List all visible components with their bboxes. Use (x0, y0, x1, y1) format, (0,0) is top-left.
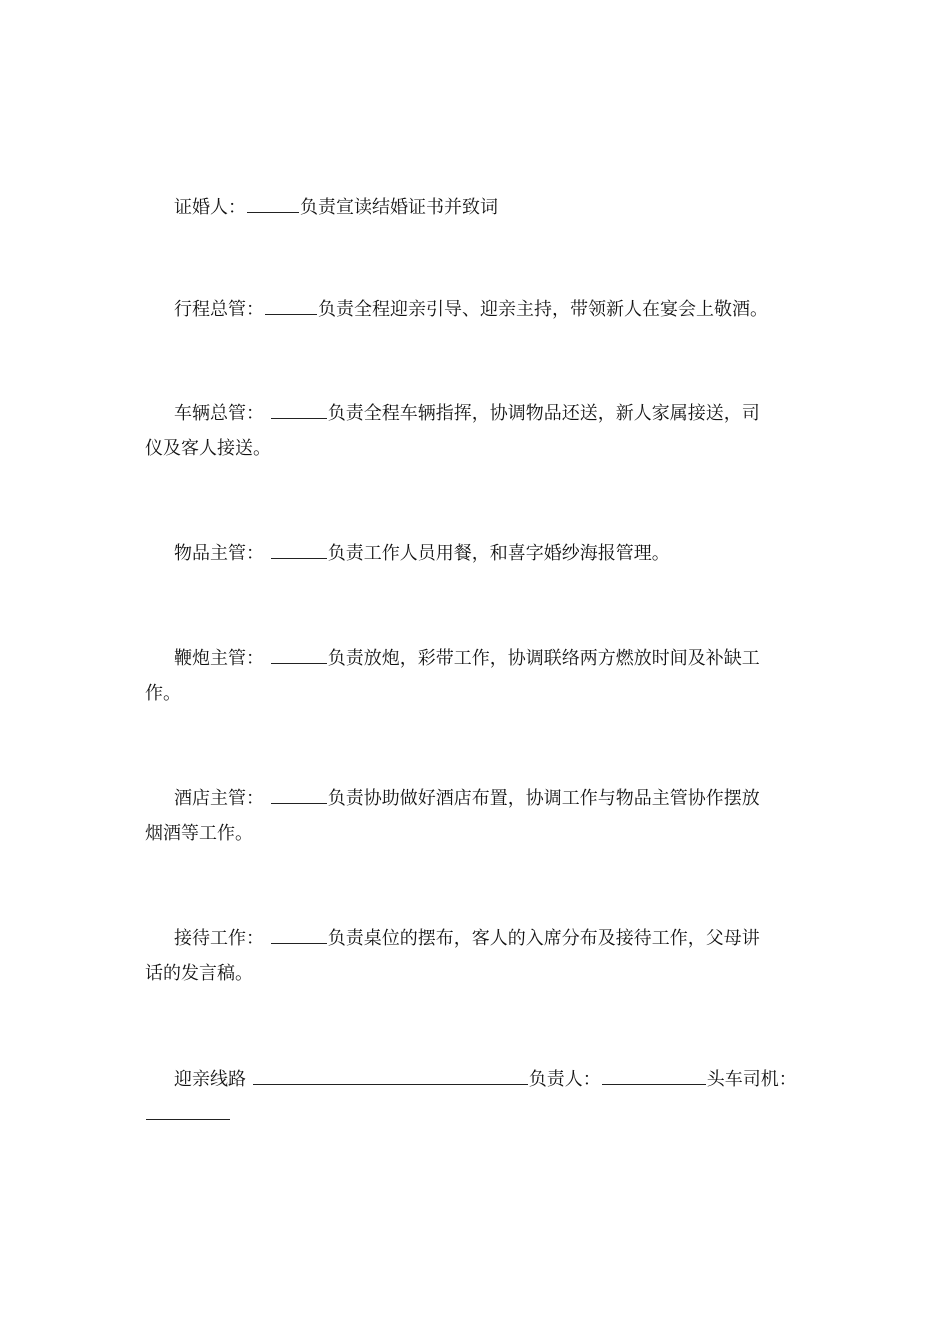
vehicle-text: 负责全程车辆指挥，协调物品还送，新人家属接送，司 (327, 403, 760, 424)
paragraph-reception (145, 921, 805, 991)
reception-label: 接待工作： (174, 928, 264, 949)
route-person-label: 负责人： (528, 1069, 601, 1090)
reception-text-line2: 话的发言稿。 (145, 963, 253, 984)
firecracker-text-line2: 作。 (145, 683, 181, 704)
itinerary-label: 行程总管： (174, 299, 264, 320)
paragraph-witness (145, 190, 805, 225)
firecracker-blank (271, 643, 327, 664)
paragraph-firecracker-manager (145, 641, 805, 711)
hotel-text: 负责协助做好酒店布置，协调工作与物品主管协作摆放 (327, 788, 760, 809)
witness-blank (247, 192, 299, 213)
route-person-blank (602, 1064, 706, 1085)
paragraph-itinerary-manager (145, 292, 805, 327)
goods-text: 负责工作人员用餐，和喜字婚纱海报管理。 (327, 543, 670, 564)
goods-label: 物品主管： (174, 543, 264, 564)
reception-text: 负责桌位的摆布，客人的入席分布及接待工作，父母讲 (327, 928, 760, 949)
hotel-blank (271, 783, 327, 804)
goods-blank (271, 538, 327, 559)
itinerary-text: 负责全程迎亲引导、迎亲主持，带领新人在宴会上敬酒。 (318, 299, 768, 320)
reception-blank (271, 923, 327, 944)
firecracker-label: 鞭炮主管： (174, 648, 264, 669)
hotel-text-line2: 烟酒等工作。 (145, 823, 253, 844)
witness-label: 证婚人： (174, 197, 246, 218)
route-driver-line2 (145, 1097, 805, 1132)
route-label: 迎亲线路 (174, 1069, 246, 1090)
route-driver-blank (146, 1099, 230, 1120)
hotel-label: 酒店主管： (174, 788, 264, 809)
itinerary-blank (265, 294, 317, 315)
route-blank (253, 1064, 528, 1085)
vehicle-text-line2: 仪及客人接送。 (145, 438, 271, 459)
paragraph-hotel-manager (145, 781, 805, 851)
witness-text: 负责宣读结婚证书并致词 (300, 197, 498, 218)
route-driver-label: 头车司机： (706, 1069, 797, 1090)
paragraph-goods-manager (145, 536, 805, 571)
paragraph-route (145, 1062, 805, 1132)
vehicle-blank (271, 398, 327, 419)
vehicle-label: 车辆总管： (174, 403, 264, 424)
paragraph-vehicle-manager (145, 396, 805, 466)
firecracker-text: 负责放炮，彩带工作，协调联络两方燃放时间及补缺工 (327, 648, 760, 669)
